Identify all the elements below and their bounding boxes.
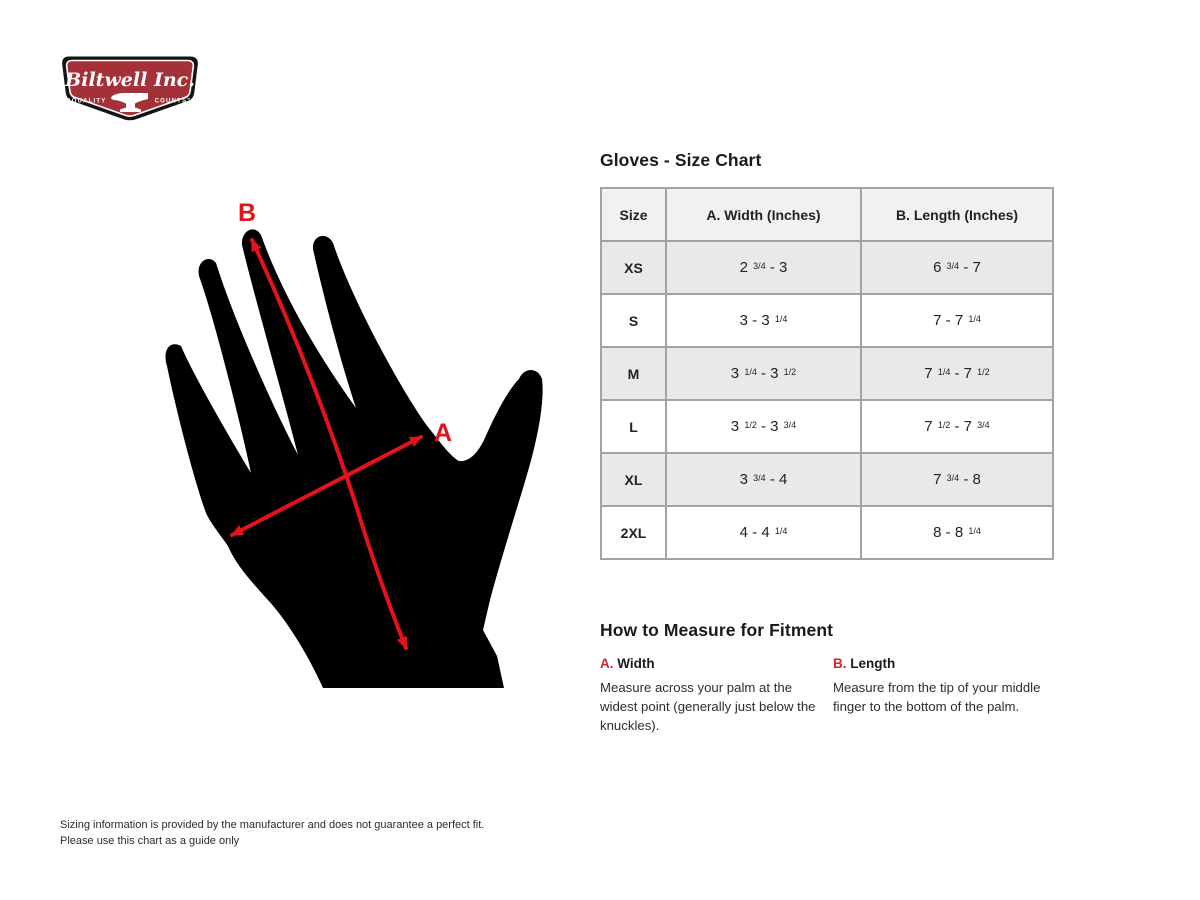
size-table-row	[601, 294, 1053, 347]
width-value: 2 3/4 - 3	[666, 241, 861, 294]
col-header-width: A. Width (Inches)	[666, 188, 861, 241]
length-value: 7 3/4 - 8	[861, 453, 1053, 506]
col-header-size: Size	[601, 188, 666, 241]
measure-length-text: Measure from the tip of your middle finger to the bottom of the palm.	[833, 680, 1041, 715]
hand-diagram-icon	[150, 190, 570, 710]
measure-length-column	[833, 656, 1065, 735]
how-to-measure-section	[600, 620, 1070, 735]
width-value: 3 1/2 - 3 3/4	[666, 400, 861, 453]
hand-measurement-diagram	[150, 190, 570, 710]
biltwell-badge-icon	[59, 55, 201, 123]
width-value: 3 1/4 - 3 1/2	[666, 347, 861, 400]
size-table-header-row	[601, 188, 1053, 241]
logo-tagline-left: “QUALITY	[67, 98, 107, 105]
measure-width-column	[600, 656, 822, 735]
measure-length-label	[833, 656, 1065, 671]
width-value: 3 - 3 1/4	[666, 294, 861, 347]
biltwell-logo	[59, 55, 201, 123]
measure-width-text: Measure across your palm at the widest point (generally just below the knuckles).	[600, 680, 816, 734]
length-value: 7 1/4 - 7 1/2	[861, 347, 1053, 400]
size-table-row	[601, 347, 1053, 400]
size-table-row	[601, 400, 1053, 453]
size-value: L	[601, 400, 666, 453]
length-value: 7 - 7 1/4	[861, 294, 1053, 347]
size-chart-section	[600, 150, 1054, 560]
size-table-row	[601, 453, 1053, 506]
label-a: A	[433, 419, 453, 447]
logo-brand-text: Biltwell Inc.	[65, 69, 195, 91]
measure-length-name: Length	[850, 656, 896, 671]
size-chart-title: Gloves - Size Chart	[600, 150, 762, 170]
col-header-length: B. Length (Inches)	[861, 188, 1053, 241]
label-b: B	[237, 199, 257, 227]
size-table-row	[601, 506, 1053, 559]
how-to-measure-title: How to Measure for Fitment	[600, 620, 834, 640]
size-value: 2XL	[601, 506, 666, 559]
measure-width-key: A.	[600, 656, 614, 671]
length-value: 6 3/4 - 7	[861, 241, 1053, 294]
width-value: 3 3/4 - 4	[666, 453, 861, 506]
size-value: XS	[601, 241, 666, 294]
measure-width-name: Width	[617, 656, 655, 671]
measure-length-key: B.	[833, 656, 847, 671]
size-value: XL	[601, 453, 666, 506]
size-value: S	[601, 294, 666, 347]
size-table	[600, 187, 1054, 560]
length-value: 7 1/2 - 7 3/4	[861, 400, 1053, 453]
disclaimer-line-2: Please use this chart as a guide only	[60, 834, 240, 847]
length-value: 8 - 8 1/4	[861, 506, 1053, 559]
disclaimer-line-1: Sizing information is provided by the manufacturer and does not guarantee a perfect fit.	[60, 819, 485, 831]
disclaimer	[60, 818, 484, 850]
width-value: 4 - 4 1/4	[666, 506, 861, 559]
logo-tagline-right: COUNTS”	[154, 98, 192, 105]
measure-width-label	[600, 656, 822, 671]
size-table-row	[601, 241, 1053, 294]
hand-silhouette	[165, 229, 542, 688]
size-value: M	[601, 347, 666, 400]
